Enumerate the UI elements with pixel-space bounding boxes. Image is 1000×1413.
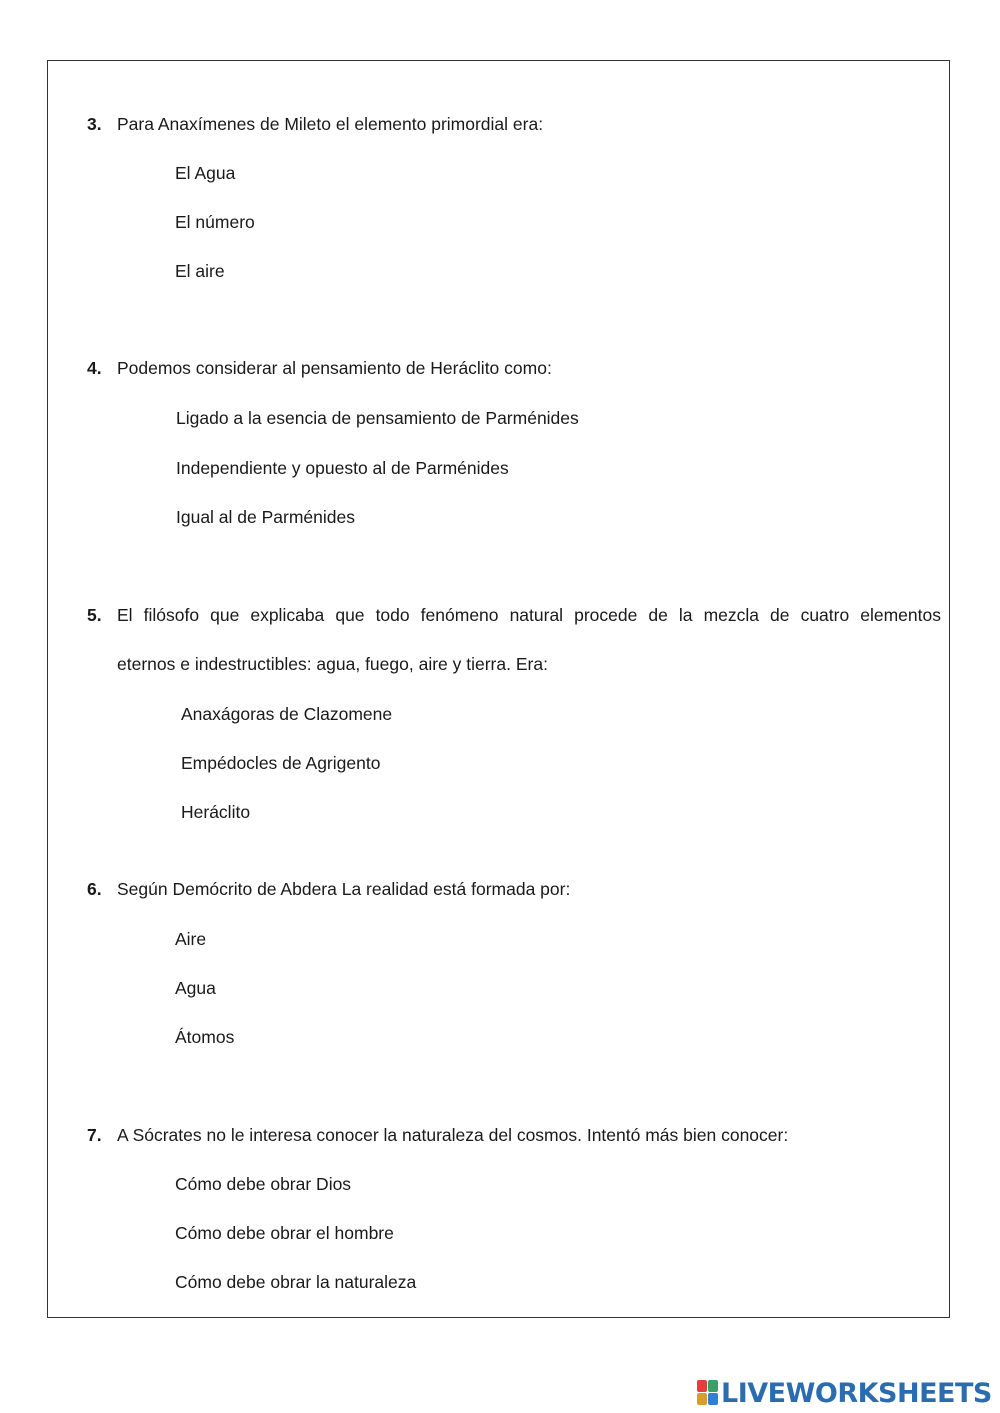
answer-option[interactable]: Átomos: [175, 1027, 235, 1047]
answer-option[interactable]: Anaxágoras de Clazomene: [181, 704, 393, 724]
question-number: 3.: [87, 114, 102, 134]
question-text: El filósofo que explicaba que todo fenómeno natural procede de la mezcla de cuatro elementos: [117, 605, 941, 625]
answer-option[interactable]: Ligado a la esencia de pensamiento de Parménides: [176, 408, 579, 428]
liveworksheets-icon: [697, 1380, 719, 1406]
answer-option[interactable]: Heráclito: [181, 802, 251, 822]
question-text: Para Anaxímenes de Mileto el elemento primordial era:: [117, 114, 544, 134]
question-number: 5.: [87, 605, 102, 625]
answer-option[interactable]: Cómo debe obrar Dios: [175, 1174, 352, 1194]
question-number: 4.: [87, 358, 102, 378]
question-text: eternos e indestructibles: agua, fuego, aire y tierra. Era:: [117, 654, 548, 674]
answer-option[interactable]: El aire: [175, 261, 225, 281]
question-text: A Sócrates no le interesa conocer la naturaleza del cosmos. Intentó más bien conocer:: [117, 1125, 789, 1145]
answer-option[interactable]: Cómo debe obrar el hombre: [175, 1223, 394, 1243]
brand-name: LIVEWORKSHEETS: [721, 1377, 992, 1409]
answer-option[interactable]: El número: [175, 212, 255, 232]
question-number: 7.: [87, 1125, 102, 1145]
answer-option[interactable]: Agua: [175, 978, 216, 998]
answer-option[interactable]: Cómo debe obrar la naturaleza: [175, 1272, 417, 1292]
question-text: Según Demócrito de Abdera La realidad está formada por:: [117, 879, 571, 899]
answer-option[interactable]: Aire: [175, 929, 207, 949]
liveworksheets-logo[interactable]: [697, 1378, 992, 1408]
answer-option[interactable]: Igual al de Parménides: [176, 507, 355, 527]
question-text: Podemos considerar al pensamiento de Heráclito como:: [117, 358, 552, 378]
answer-option[interactable]: El Agua: [175, 163, 236, 183]
question-number: 6.: [87, 879, 102, 899]
answer-option[interactable]: Independiente y opuesto al de Parménides: [176, 458, 509, 478]
answer-option[interactable]: Empédocles de Agrigento: [181, 753, 381, 773]
